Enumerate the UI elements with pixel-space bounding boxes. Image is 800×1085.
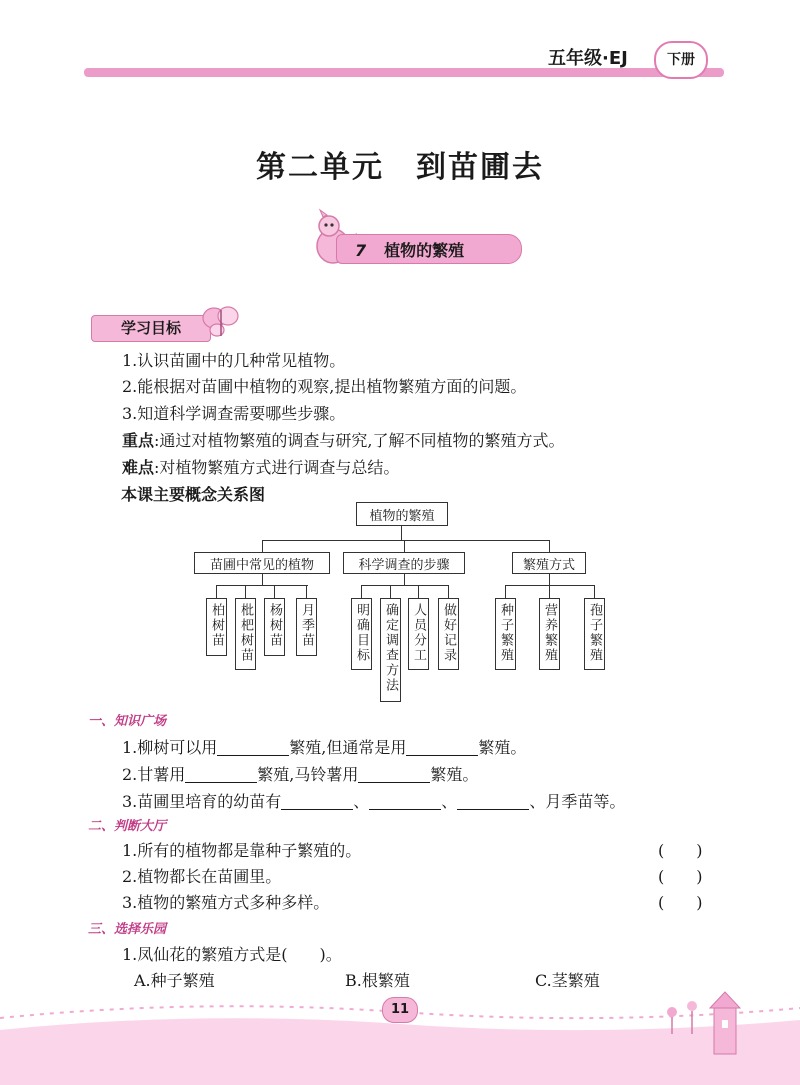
key-point-label: 重点 bbox=[122, 431, 155, 450]
connector bbox=[401, 526, 402, 540]
connector bbox=[404, 574, 405, 585]
question-text: 繁殖。 bbox=[430, 765, 479, 784]
connector bbox=[549, 574, 550, 585]
question-text: 、月季苗等。 bbox=[529, 792, 626, 811]
answer-parens[interactable]: ( ) bbox=[658, 841, 703, 860]
connector bbox=[262, 574, 263, 585]
map-leaf: 柏树苗 bbox=[206, 598, 227, 656]
answer-blank[interactable] bbox=[217, 739, 289, 756]
learning-goals-label: 学习目标 bbox=[91, 315, 211, 342]
answer-blank[interactable] bbox=[457, 793, 529, 810]
lesson-number: 7 bbox=[355, 241, 367, 260]
volume-badge: 下册 bbox=[654, 41, 708, 79]
choice-question: 1.凤仙花的繁殖方式是( )。 bbox=[122, 945, 342, 964]
key-point-text: :通过对植物繁殖的调查与研究,了解不同植物的繁殖方式。 bbox=[154, 431, 565, 450]
goal-item: 2.能根据对苗圃中植物的观察,提出植物繁殖方面的问题。 bbox=[122, 377, 527, 396]
connector bbox=[274, 585, 275, 598]
map-leaf: 枇杷树苗 bbox=[235, 598, 256, 670]
connector bbox=[549, 540, 550, 552]
map-branch: 苗圃中常见的植物 bbox=[194, 552, 330, 574]
answer-blank[interactable] bbox=[185, 766, 257, 783]
section-heading: 二、判断大厅 bbox=[88, 819, 167, 834]
judge-item: 3.植物的繁殖方式多种多样。 bbox=[122, 893, 330, 912]
connector bbox=[390, 585, 391, 598]
map-root: 植物的繁殖 bbox=[356, 502, 448, 526]
section-heading: 一、知识广场 bbox=[88, 714, 167, 729]
difficulty-text: :对植物繁殖方式进行调查与总结。 bbox=[154, 458, 400, 477]
difficulty-label: 难点 bbox=[122, 458, 155, 477]
concept-map-title: 本课主要概念关系图 bbox=[121, 485, 266, 504]
grade-label: 五年级·EJ bbox=[548, 48, 628, 69]
page-number: 11 bbox=[382, 997, 418, 1023]
answer-blank[interactable] bbox=[358, 766, 430, 783]
question-text: 、 bbox=[441, 792, 458, 811]
section-heading: 三、选择乐园 bbox=[88, 922, 167, 937]
answer-blank[interactable] bbox=[369, 793, 441, 810]
answer-parens[interactable]: ( ) bbox=[658, 867, 703, 886]
connector bbox=[448, 585, 449, 598]
judge-item: 1.所有的植物都是靠种子繁殖的。 bbox=[122, 841, 362, 860]
goal-item: 3.知道科学调查需要哪些步骤。 bbox=[122, 404, 346, 423]
fill-question bbox=[122, 789, 625, 812]
connector bbox=[418, 585, 419, 598]
connector bbox=[361, 585, 362, 598]
fill-question bbox=[122, 762, 478, 785]
connector bbox=[505, 585, 506, 598]
butterfly-icon bbox=[200, 304, 240, 340]
map-leaf: 做好记录 bbox=[438, 598, 459, 670]
map-branch: 繁殖方式 bbox=[512, 552, 586, 574]
map-leaf: 月季苗 bbox=[296, 598, 317, 656]
difficulty-point bbox=[122, 455, 399, 478]
connector bbox=[262, 540, 263, 552]
question-text: 1.柳树可以用 bbox=[122, 738, 218, 757]
choice-option-a[interactable]: A.种子繁殖 bbox=[134, 971, 215, 990]
fill-question bbox=[122, 735, 526, 758]
answer-blank[interactable] bbox=[406, 739, 478, 756]
goal-item: 1.认识苗圃中的几种常见植物。 bbox=[122, 351, 346, 370]
choice-option-b[interactable]: B.根繁殖 bbox=[345, 971, 410, 990]
lesson-heading bbox=[355, 238, 464, 261]
connector bbox=[245, 585, 246, 598]
answer-parens[interactable]: ( ) bbox=[658, 893, 703, 912]
connector bbox=[549, 585, 550, 598]
connector bbox=[404, 540, 405, 552]
key-point bbox=[122, 428, 565, 451]
connector bbox=[361, 585, 449, 586]
connector bbox=[306, 585, 307, 598]
map-leaf: 确定调查方法 bbox=[380, 598, 401, 702]
connector bbox=[216, 585, 308, 586]
unit-title: 第二单元 到苗圃去 bbox=[256, 150, 544, 185]
question-text: 、 bbox=[353, 792, 370, 811]
map-branch: 科学调查的步骤 bbox=[343, 552, 465, 574]
connector bbox=[216, 585, 217, 598]
question-text: 2.甘薯用 bbox=[122, 765, 186, 784]
question-text: 3.苗圃里培育的幼苗有 bbox=[122, 792, 282, 811]
map-leaf: 杨树苗 bbox=[264, 598, 285, 656]
answer-blank[interactable] bbox=[281, 793, 353, 810]
map-leaf: 明确目标 bbox=[351, 598, 372, 670]
tower-icon bbox=[710, 992, 740, 1054]
question-text: 繁殖。 bbox=[478, 738, 527, 757]
map-leaf: 人员分工 bbox=[408, 598, 429, 670]
header-bar bbox=[84, 68, 724, 77]
lesson-title: 植物的繁殖 bbox=[384, 241, 465, 260]
map-leaf: 孢子繁殖 bbox=[584, 598, 605, 670]
judge-item: 2.植物都长在苗圃里。 bbox=[122, 867, 282, 886]
question-text: 繁殖,马铃薯用 bbox=[257, 765, 359, 784]
connector bbox=[594, 585, 595, 598]
map-leaf: 种子繁殖 bbox=[495, 598, 516, 670]
connector bbox=[262, 540, 550, 541]
question-text: 繁殖,但通常是用 bbox=[289, 738, 407, 757]
choice-option-c[interactable]: C.茎繁殖 bbox=[535, 971, 600, 990]
map-leaf: 营养繁殖 bbox=[539, 598, 560, 670]
